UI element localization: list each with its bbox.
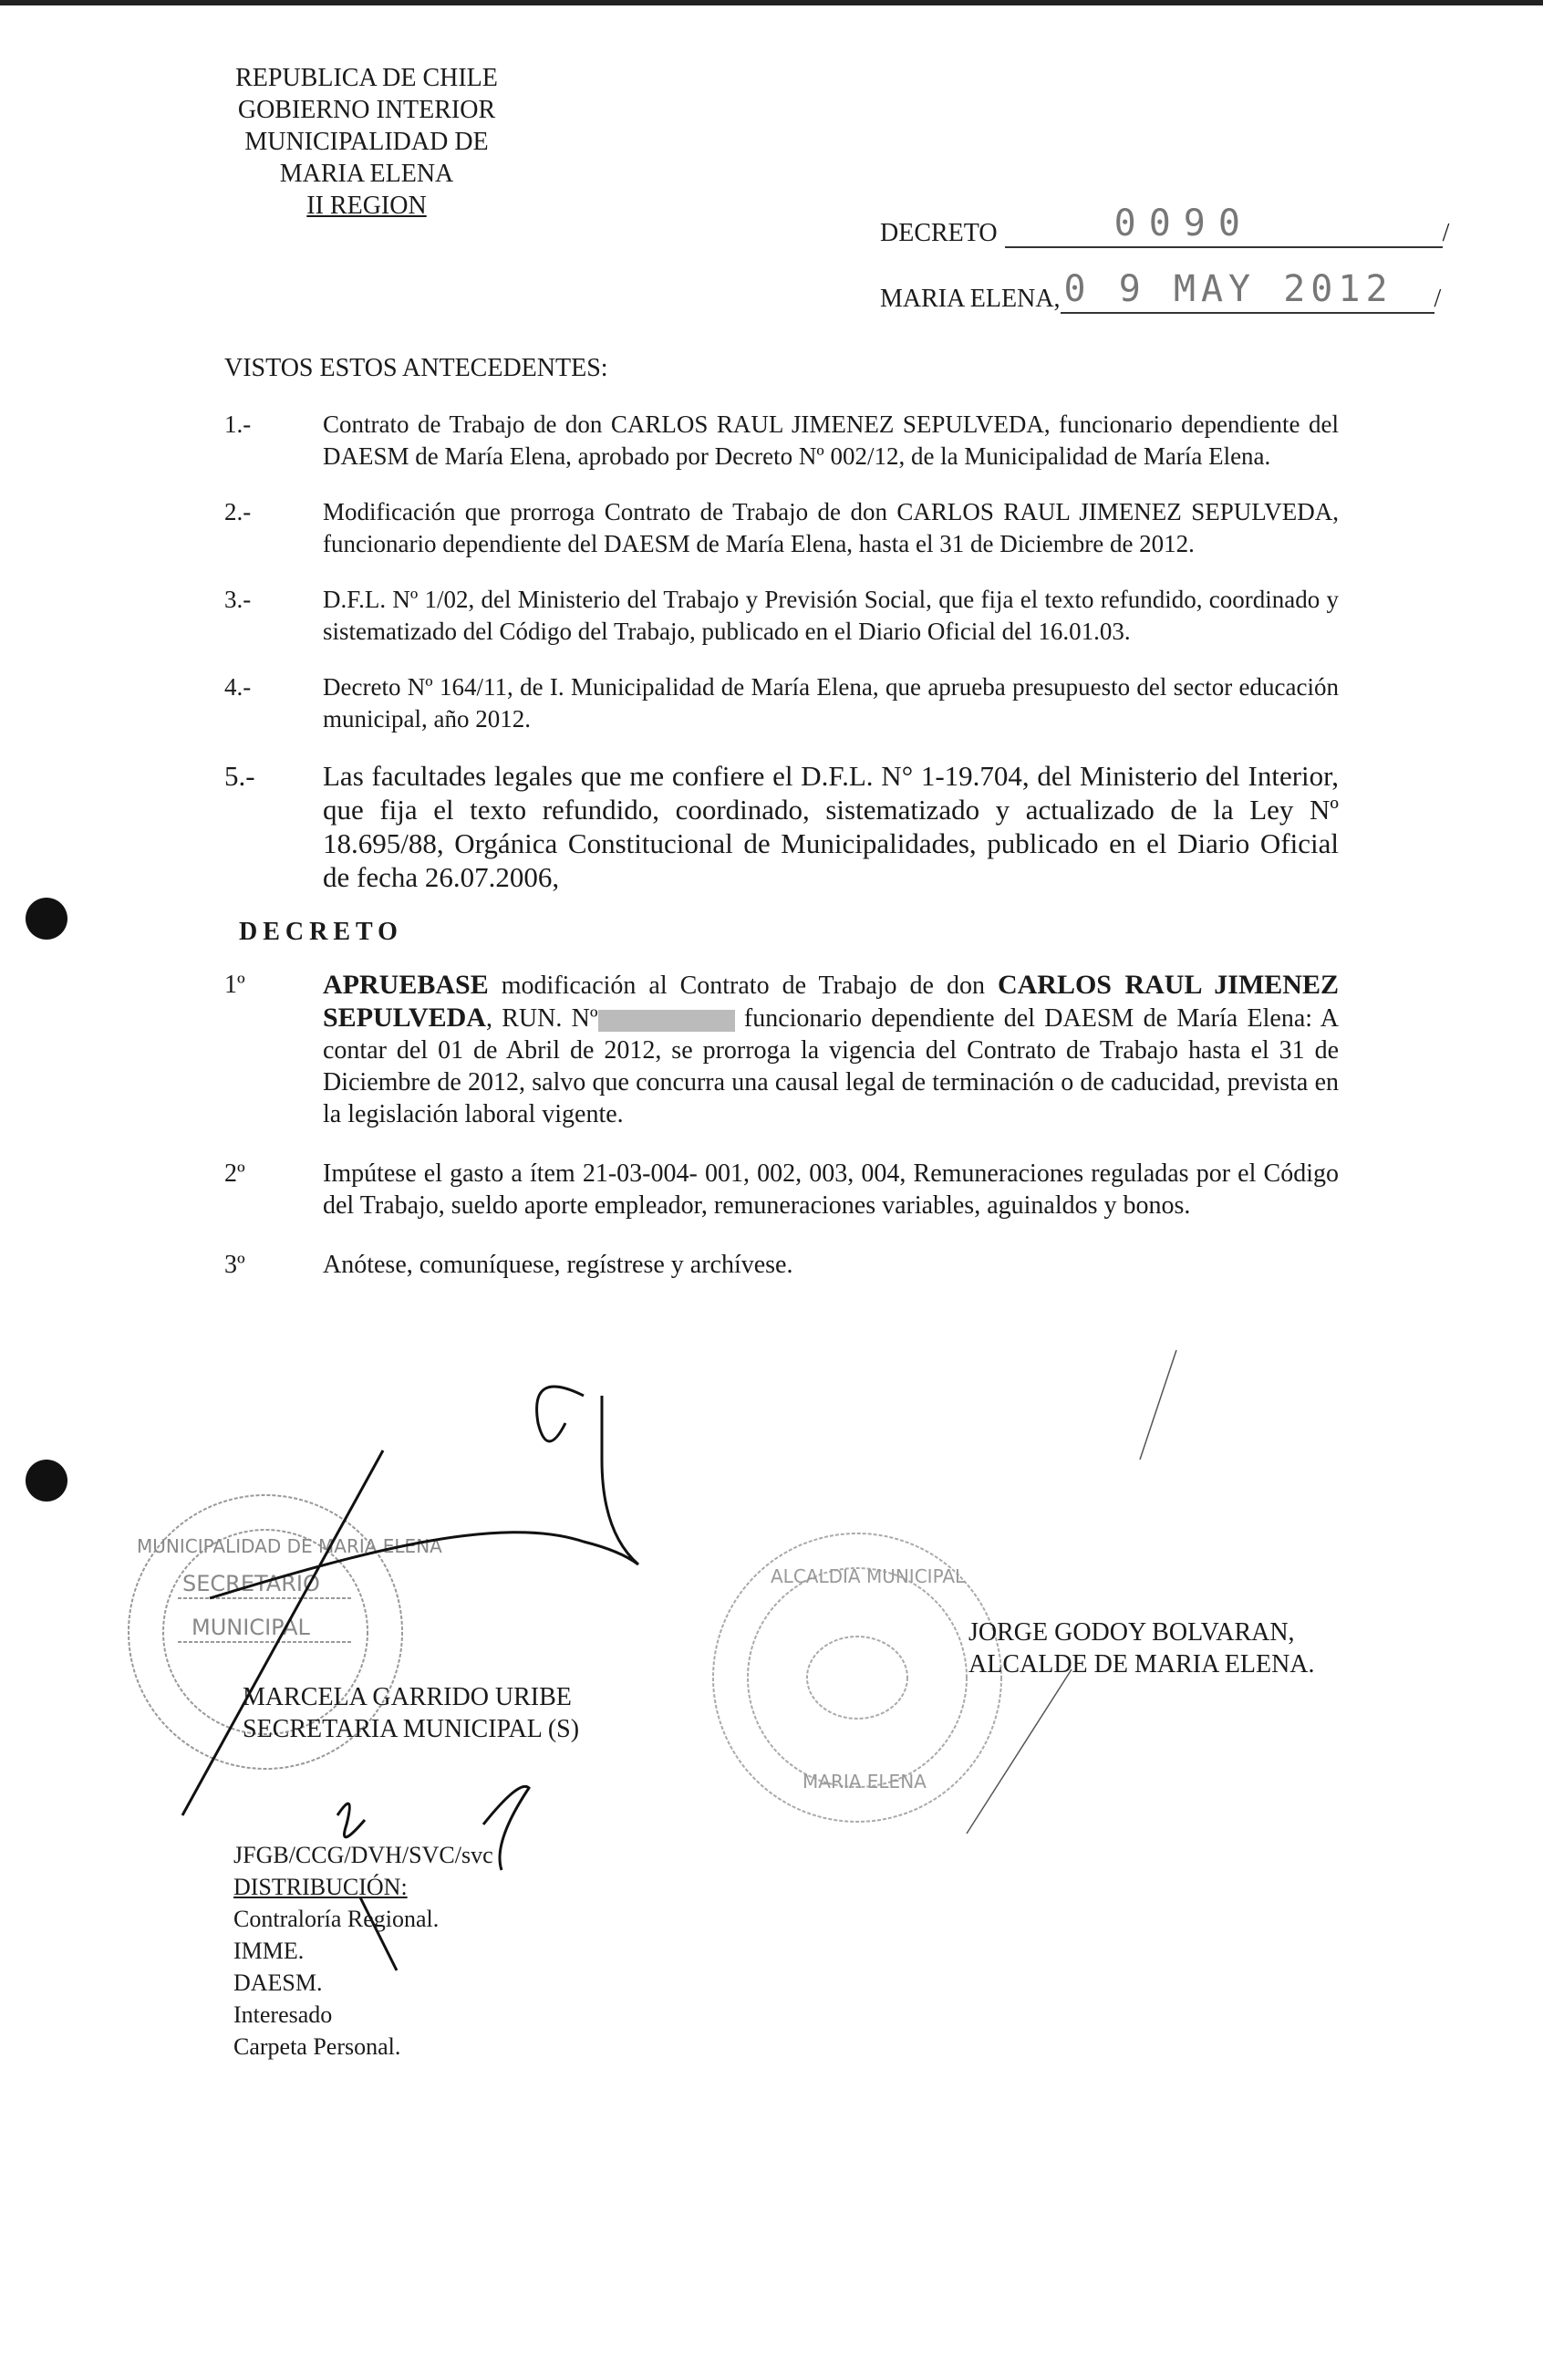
stamp-text: ALCALDIA MUNICIPAL: [771, 1565, 966, 1587]
letterhead-line: MUNICIPALIDAD DE: [244, 128, 489, 156]
distribution-item: Carpeta Personal.: [233, 2033, 401, 2060]
employee-name: CARLOS RAUL JIMENEZ SEPULVEDA: [323, 970, 1339, 1033]
initials: JFGB/CCG/DVH/SVC/svc: [233, 1842, 493, 1868]
stamp-text: MARIA ELENA: [803, 1771, 927, 1793]
decree-label: DECRETO: [880, 219, 998, 247]
letterhead-line: GOBIERNO INTERIOR: [237, 96, 496, 124]
pen-mark: [967, 1350, 1176, 1834]
item-number: 3º: [224, 1251, 245, 1279]
mayor-name: JORGE GODOY BOLVARAN,: [968, 1618, 1295, 1647]
mayor-signature-block: [968, 1616, 1315, 1680]
mayor-title: ALCALDE DE MARIA ELENA.: [968, 1650, 1315, 1678]
slash: /: [1434, 285, 1442, 313]
decreto-heading: DECRETO: [239, 918, 403, 946]
distribution-item: DAESM.: [233, 1969, 323, 1996]
distribution-item: Interesado: [233, 2001, 333, 2028]
stamp-text: MUNICIPALIDAD DE MARIA ELENA: [137, 1535, 442, 1557]
distribution-item: IMME.: [233, 1938, 305, 1964]
item-text: Anótese, comuníquese, regístrese y archívese.: [323, 1251, 793, 1279]
decree-number: 0090: [1113, 203, 1253, 244]
item-text: Decreto Nº 164/11, de I. Municipalidad de María Elena, que aprueba presupuesto del sector educación municipal, año 2012.: [323, 673, 1339, 733]
distribution-item: Contraloría Regional.: [233, 1906, 440, 1932]
item-number: 3.-: [224, 586, 252, 613]
item-text: D.F.L. Nº 1/02, del Ministerio del Trabajo y Previsión Social, que fija el texto refundido, coordinado y sistematizado del Código del Trabajo, publicado en el Diario Oficial del 16.01.03.: [323, 586, 1339, 645]
item-text: funcionario dependiente del DAESM de María Elena: A contar del 01 de Abril de 2012, se prorroga la vigencia del Contrato de Trabajo hasta el 31 de Diciembre de 2012, salvo que concurra una causal legal de terminación o de caducidad, prevista en la legislación laboral vigente.: [323, 1004, 1339, 1128]
decree-date: 0 9 MAY 2012: [1063, 268, 1393, 310]
letterhead-line: REPUBLICA DE CHILE: [235, 64, 498, 92]
approve-keyword: APRUEBASE: [323, 970, 489, 1000]
distribution-block: [233, 1839, 493, 2063]
item-number: 2º: [224, 1159, 245, 1188]
item-text: Contrato de Trabajo de don CARLOS RAUL JIMENEZ SEPULVEDA, funcionario dependiente del DAESM de María Elena, aprobado por Decreto Nº 002/12, de la Municipalidad de María Elena.: [323, 411, 1339, 470]
place-label: MARIA ELENA,: [880, 285, 1061, 313]
item-number: 4.-: [224, 673, 252, 701]
mayor-stamp-text: [771, 1565, 966, 1793]
stamp-text: MUNICIPAL: [192, 1615, 310, 1640]
letterhead-region: II REGION: [306, 192, 427, 220]
item-number: 5.-: [224, 760, 255, 792]
item-number: 1º: [224, 971, 245, 999]
secretary-name: MARCELA GARRIDO URIBE: [243, 1683, 572, 1711]
secretary-signature-block: [243, 1681, 579, 1745]
item-text: Las facultades legales que me confiere el D.F.L. N° 1-19.704, del Ministerio del Interior, que fija el texto refundido, coordinado, sistematizado y actualizado de la Ley Nº 18.695/88, Orgánica Constitucional de Municipalidades, publicado en el Diario Oficial de fecha 26.07.2006,: [323, 760, 1339, 893]
item-text: modificación al Contrato de Trabajo de don: [488, 972, 998, 1000]
distribution-title: DISTRIBUCIÓN:: [233, 1874, 408, 1900]
item-text: Impútese el gasto a ítem 21-03-004- 001, 002, 003, 004, Remuneraciones reguladas por el Código del Trabajo, sueldo aporte empleador, remuneraciones variables, aguinaldos y bonos.: [323, 1159, 1339, 1220]
item-text: Modificación que prorroga Contrato de Trabajo de don CARLOS RAUL JIMENEZ SEPULVEDA, funcionario dependiente del DAESM de María Elena, hasta el 31 de Diciembre de 2012.: [323, 498, 1339, 557]
vistos-heading: VISTOS ESTOS ANTECEDENTES:: [224, 354, 608, 382]
item-number: 2.-: [224, 498, 252, 525]
item-number: 1.-: [224, 411, 252, 438]
stamp-text: SECRETARIO: [182, 1571, 320, 1596]
item-text: , RUN. Nº: [485, 1004, 598, 1033]
slash: /: [1442, 219, 1450, 247]
secretary-stamp-text: [137, 1535, 442, 1640]
secretary-title: SECRETARIA MUNICIPAL (S): [243, 1715, 580, 1743]
letterhead-line: MARIA ELENA: [279, 160, 454, 188]
